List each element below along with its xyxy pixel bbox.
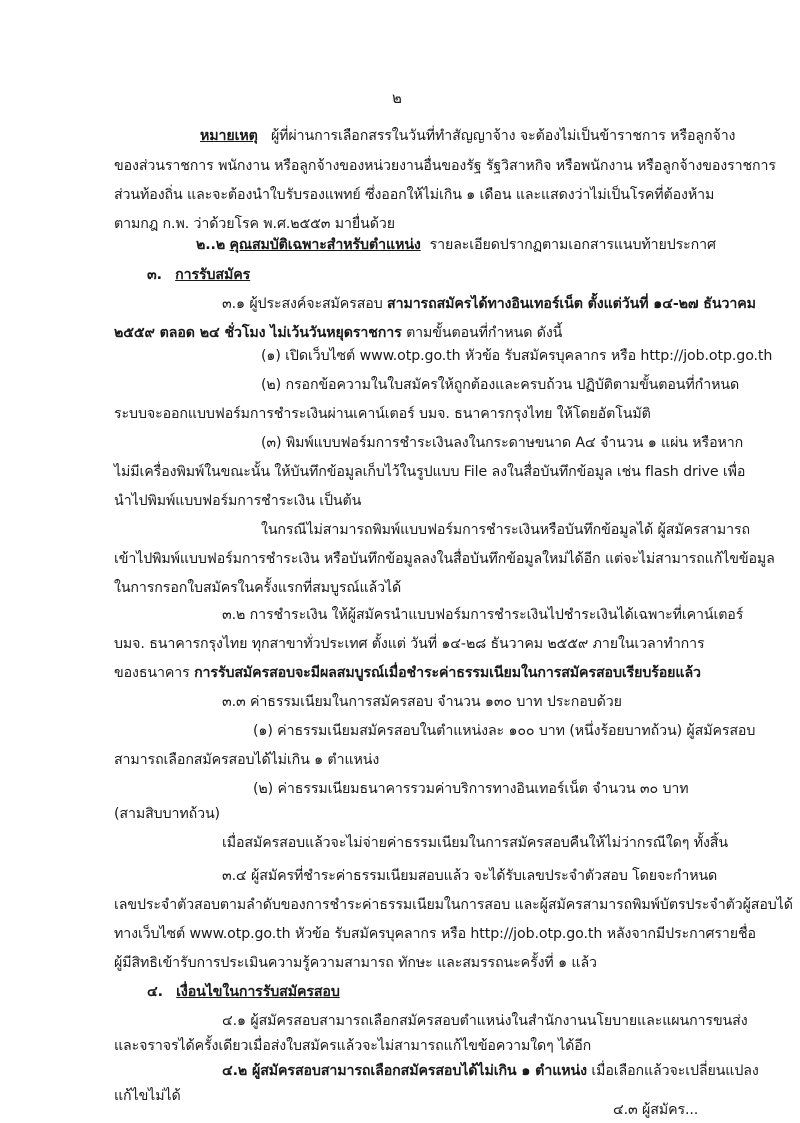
section-3-3-para: เมื่อสมัครสอบแล้วจะไม่จ่ายค่าธรรมเนียมในการสมัครสอบคืนให้ไม่ว่ากรณีใดๆ ทั้งสิ้น: [222, 835, 728, 851]
section-3-1-item-3-line-1: (๓) พิมพ์แบบฟอร์มการชำระเงินลงในกระดาษขนาด A๔ จำนวน ๑ แผ่น หรือหาก: [261, 435, 744, 451]
note-line-1: หมายเหตุ ผู้ที่ผ่านการเลือกสรรในวันที่ทำสัญญาจ้าง จะต้องไม่เป็นข้าราชการ หรือลูกจ้าง: [200, 128, 736, 144]
section-3-3-item-2-line-2: (สามสิบบาทถ้วน): [114, 806, 220, 822]
section-3-3-line-1: ๓.๓ ค่าธรรมเนียมในการสมัครสอบ จำนวน ๑๓๐ บาท ประกอบด้วย: [222, 694, 622, 710]
section-4-1-line-1: ๔.๑ ผู้สมัครสอบสามารถเลือกสมัครสอบตำแหน่งในสำนักงานนโยบายและแผนการขนส่ง: [222, 1013, 748, 1029]
note-line-2: ของส่วนราชการ พนักงาน หรือลูกจ้างของหน่วยงานอื่นของรัฐ รัฐวิสาหกิจ หรือพนักงาน หรือลูกจ้างของราชการ: [114, 158, 776, 174]
section-3-4-line-3: ทางเว็บไซต์ www.otp.go.th หัวข้อ รับสมัครบุคลากร หรือ http://job.otp.go.th หลังจากมีประกาศรายชื่อ: [114, 926, 756, 942]
note-label: หมายเหตุ: [200, 128, 258, 144]
section-3-1-item-2-line-1: (๒) กรอกข้อความในใบสมัครให้ถูกต้องและครบถ้วน ปฏิบัติตามขั้นตอนที่กำหนด: [261, 377, 740, 393]
section-3-1-line-2: ๒๕๕๙ ตลอด ๒๔ ชั่วโมง ไม่เว้นวันหยุดราชการ ตามขั้นตอนที่กำหนด ดังนี้: [114, 325, 563, 341]
section-3-3-item-2-line-1: (๒) ค่าธรรมเนียมธนาคารรวมค่าบริการทางอินเทอร์เน็ต จำนวน ๓๐ บาท: [253, 781, 689, 797]
section-2-2-text: รายละเอียดปรากฏตามเอกสารแนบท้ายประกาศ: [429, 237, 716, 253]
section-3-1-para-line-2: เข้าไปพิมพ์แบบฟอร์มการชำระเงิน หรือบันทึกข้อมูลลงในสื่อบันทึกข้อมูลใหม่ได้อีก แต่จะไม่สามารถแก้ไขข้อมูล: [114, 551, 775, 567]
section-3-1-item-3-line-3: นำไปพิมพ์แบบฟอร์มการชำระเงิน เป็นต้น: [114, 493, 362, 509]
section-3-1-item-2-line-2: ระบบจะออกแบบฟอร์มการชำระเงินผ่านเคาน์เตอร์ บมจ. ธนาคารกรุงไทย ให้โดยอัตโนมัติ: [114, 406, 651, 422]
section-4-2-line-1: ๔.๒ ผู้สมัครสอบสามารถเลือกสมัครสอบได้ไม่เกิน ๑ ตำแหน่ง เมื่อเลือกแล้วจะเปลี่ยนแปลง: [222, 1063, 759, 1079]
section-3-2-line-1: ๓.๒ การชำระเงิน ให้ผู้สมัครนำแบบฟอร์มการชำระเงินไปชำระเงินได้เฉพาะที่เคาน์เตอร์: [222, 607, 744, 623]
section-3-1-para-line-3: ในการกรอกใบสมัครในครั้งแรกที่สมบูรณ์แล้วได้: [114, 580, 402, 596]
section-3-2-line-3: ของธนาคาร การรับสมัครสอบจะมีผลสมบูรณ์เมื่อชำระค่าธรรมเนียมในการสมัครสอบเรียบร้อยแล้ว: [114, 665, 701, 681]
section-4-title: เงื่อนไขในการรับสมัครสอบ: [176, 984, 340, 1000]
page-number: ๒: [392, 89, 402, 107]
section-3-3-item-1-line-1: (๑) ค่าธรรมเนียมสมัครสอบในตำแหน่งละ ๑๐๐ บาท (หนึ่งร้อยบาทถ้วน) ผู้สมัครสอบ: [253, 723, 756, 739]
section-2-2-title: คุณสมบัติเฉพาะสำหรับตำแหน่ง: [229, 237, 421, 253]
section-3-title: การรับสมัคร: [175, 267, 251, 283]
note-line-3: ส่วนท้องถิ่น และจะต้องนำใบรับรองแพทย์ ซึ่งออกให้ไม่เกิน ๑ เดือน และแสดงว่าไม่เป็นโรคที่ต้องห้าม: [114, 187, 715, 203]
section-4-1-line-2: และจราจรได้ครั้งเดียวเมื่อส่งใบสมัครแล้วจะไม่สามารถแก้ไขข้อความใดๆ ได้อีก: [114, 1038, 592, 1054]
section-3-2-line-2: บมจ. ธนาคารกรุงไทย ทุกสาขาทั่วประเทศ ตั้งแต่ วันที่ ๑๔-๒๘ ธันวาคม ๒๕๕๙ ภายในเวลาทำการ: [114, 636, 705, 652]
section-3-4-line-4: ผู้มีสิทธิเข้ารับการประเมินความรู้ความสามารถ ทักษะ และสมรรถนะครั้งที่ ๑ แล้ว: [114, 955, 597, 971]
section-3-3-item-1-line-2: สามารถเลือกสมัครสอบได้ไม่เกิน ๑ ตำแหน่ง: [114, 752, 380, 768]
note-line-4: ตามกฎ ก.พ. ว่าด้วยโรค พ.ศ.๒๕๕๓ มายื่นด้วย: [114, 216, 395, 232]
section-3-4-line-1: ๓.๔ ผู้สมัครที่ชำระค่าธรรมเนียมสอบแล้ว จะได้รับเลขประจำตัวสอบ โดยจะกำหนด: [222, 868, 718, 884]
section-3-heading: ๓. การรับสมัคร: [147, 267, 251, 283]
continuation-text: ๔.๓ ผู้สมัคร...: [613, 1102, 699, 1118]
section-3-1-para-line-1: ในกรณีไม่สามารถพิมพ์แบบฟอร์มการชำระเงินหรือบันทึกข้อมูลได้ ผู้สมัครสามารถ: [261, 522, 751, 538]
section-3-4-line-2: เลขประจำตัวสอบตามลำดับของการชำระค่าธรรมเนียมในการสอบ และผู้สมัครสามารถพิมพ์บัตรประจำตัวผู้สอบได้: [114, 897, 793, 913]
section-3-1-line-1: ๓.๑ ผู้ประสงค์จะสมัครสอบ สามารถสมัครได้ทางอินเทอร์เน็ต ตั้งแต่วันที่ ๑๔-๒๗ ธันวาคม: [222, 296, 756, 312]
section-4-2-line-2: แก้ไขไม่ได้: [114, 1088, 181, 1104]
section-3-1-item-3-line-2: ไม่มีเครื่องพิมพ์ในขณะนั้น ให้บันทึกข้อมูลเก็บไว้ในรูปแบบ File ลงในสื่อบันทึกข้อมูล เช่น flash drive เพื่อ: [114, 464, 746, 480]
section-2-2-heading: ๒..๒ คุณสมบัติเฉพาะสำหรับตำแหน่ง รายละเอียดปรากฏตามเอกสารแนบท้ายประกาศ: [196, 237, 716, 253]
section-4-heading: ๔. เงื่อนไขในการรับสมัครสอบ: [147, 984, 340, 1000]
section-3-1-item-1: (๑) เปิดเว็บไซต์ www.otp.go.th หัวข้อ รับสมัครบุคลากร หรือ http://job.otp.go.th: [261, 348, 773, 364]
